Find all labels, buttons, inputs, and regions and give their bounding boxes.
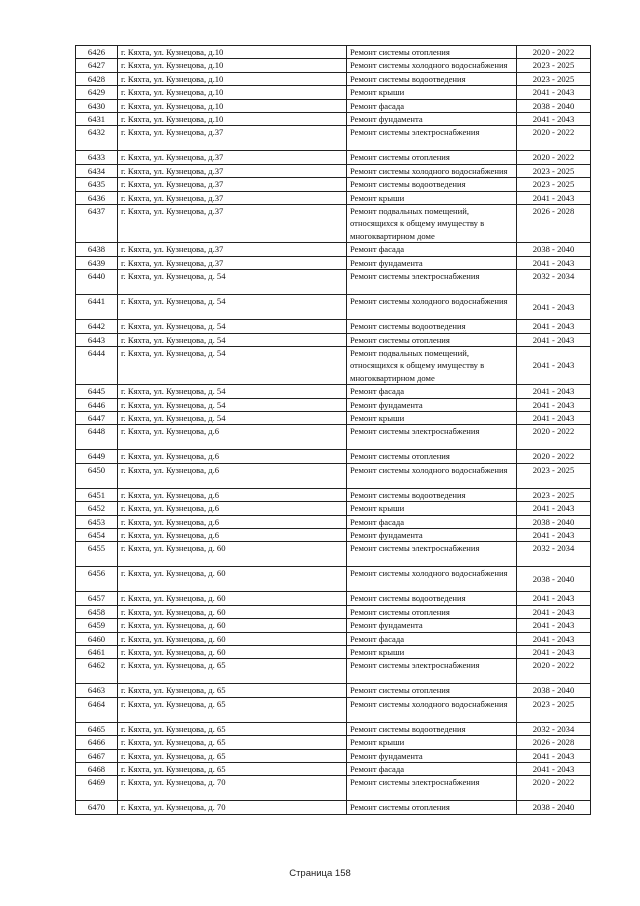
cell-address: г. Кяхта, ул. Кузнецова, д.10 — [118, 46, 347, 59]
cell-work-type: Ремонт системы отопления — [347, 46, 517, 59]
table-row — [76, 722, 591, 735]
cell-period: 2041 - 2043 — [517, 632, 591, 645]
table-row — [76, 502, 591, 515]
cell-work-type: Ремонт системы холодного водоснабжения — [347, 59, 517, 72]
cell-work-type: Ремонт системы электроснабжения — [347, 126, 517, 151]
cell-number: 6468 — [76, 763, 118, 776]
cell-number: 6447 — [76, 411, 118, 424]
cell-address: г. Кяхта, ул. Кузнецова, д.37 — [118, 178, 347, 191]
table-row — [76, 801, 591, 814]
cell-address: г. Кяхта, ул. Кузнецова, д. 65 — [118, 697, 347, 722]
cell-period: 2041 - 2043 — [517, 113, 591, 126]
cell-address: г. Кяхта, ул. Кузнецова, д. 60 — [118, 542, 347, 567]
cell-address: г. Кяхта, ул. Кузнецова, д.6 — [118, 488, 347, 501]
cell-number: 6467 — [76, 749, 118, 762]
cell-period: 2032 - 2034 — [517, 542, 591, 567]
cell-number: 6435 — [76, 178, 118, 191]
cell-address: г. Кяхта, ул. Кузнецова, д.37 — [118, 126, 347, 151]
table-row — [76, 567, 591, 592]
cell-work-type: Ремонт системы водоотведения — [347, 320, 517, 333]
cell-period: 2038 - 2040 — [517, 99, 591, 112]
cell-number: 6432 — [76, 126, 118, 151]
cell-address: г. Кяхта, ул. Кузнецова, д.6 — [118, 450, 347, 463]
cell-number: 6452 — [76, 502, 118, 515]
cell-period: 2041 - 2043 — [517, 749, 591, 762]
cell-address: г. Кяхта, ул. Кузнецова, д.37 — [118, 164, 347, 177]
cell-work-type: Ремонт системы отопления — [347, 333, 517, 346]
table-row — [76, 763, 591, 776]
cell-period: 2041 - 2043 — [517, 256, 591, 269]
cell-address: г. Кяхта, ул. Кузнецова, д.37 — [118, 151, 347, 164]
cell-period: 2032 - 2034 — [517, 270, 591, 295]
cell-number: 6454 — [76, 528, 118, 541]
table-row — [76, 72, 591, 85]
cell-work-type: Ремонт системы отопления — [347, 684, 517, 697]
cell-period: 2038 - 2040 — [517, 567, 591, 592]
cell-work-type: Ремонт фундамента — [347, 619, 517, 632]
cell-number: 6457 — [76, 592, 118, 605]
cell-address: г. Кяхта, ул. Кузнецова, д.10 — [118, 72, 347, 85]
cell-period: 2038 - 2040 — [517, 515, 591, 528]
table-row — [76, 697, 591, 722]
cell-address: г. Кяхта, ул. Кузнецова, д.37 — [118, 191, 347, 204]
cell-address: г. Кяхта, ул. Кузнецова, д. 65 — [118, 684, 347, 697]
cell-work-type: Ремонт крыши — [347, 86, 517, 99]
cell-period: 2020 - 2022 — [517, 46, 591, 59]
cell-address: г. Кяхта, ул. Кузнецова, д.10 — [118, 99, 347, 112]
cell-period: 2023 - 2025 — [517, 463, 591, 488]
table-row — [76, 528, 591, 541]
cell-period: 2020 - 2022 — [517, 126, 591, 151]
cell-number: 6462 — [76, 659, 118, 684]
cell-work-type: Ремонт фундамента — [347, 113, 517, 126]
cell-address: г. Кяхта, ул. Кузнецова, д.6 — [118, 515, 347, 528]
cell-period: 2020 - 2022 — [517, 425, 591, 450]
cell-period: 2023 - 2025 — [517, 164, 591, 177]
cell-number: 6458 — [76, 605, 118, 618]
cell-number: 6439 — [76, 256, 118, 269]
cell-address: г. Кяхта, ул. Кузнецова, д.37 — [118, 205, 347, 243]
cell-work-type: Ремонт системы электроснабжения — [347, 659, 517, 684]
cell-work-type: Ремонт системы электроснабжения — [347, 542, 517, 567]
cell-number: 6470 — [76, 801, 118, 814]
cell-address: г. Кяхта, ул. Кузнецова, д. 54 — [118, 333, 347, 346]
cell-work-type: Ремонт крыши — [347, 502, 517, 515]
cell-address: г. Кяхта, ул. Кузнецова, д. 54 — [118, 270, 347, 295]
cell-work-type: Ремонт фундамента — [347, 398, 517, 411]
cell-number: 6463 — [76, 684, 118, 697]
cell-work-type: Ремонт системы электроснабжения — [347, 425, 517, 450]
cell-address: г. Кяхта, ул. Кузнецова, д.6 — [118, 425, 347, 450]
table-body — [76, 46, 591, 815]
cell-number: 6431 — [76, 113, 118, 126]
cell-address: г. Кяхта, ул. Кузнецова, д. 54 — [118, 385, 347, 398]
cell-period: 2041 - 2043 — [517, 320, 591, 333]
cell-work-type: Ремонт системы холодного водоснабжения — [347, 567, 517, 592]
cell-work-type: Ремонт системы холодного водоснабжения — [347, 164, 517, 177]
table-row — [76, 346, 591, 384]
cell-work-type: Ремонт фундамента — [347, 256, 517, 269]
cell-work-type: Ремонт системы отопления — [347, 450, 517, 463]
cell-number: 6442 — [76, 320, 118, 333]
cell-number: 6446 — [76, 398, 118, 411]
cell-number: 6449 — [76, 450, 118, 463]
table-row — [76, 605, 591, 618]
table-row — [76, 659, 591, 684]
works-table — [75, 45, 591, 815]
table-row — [76, 736, 591, 749]
cell-number: 6448 — [76, 425, 118, 450]
cell-work-type: Ремонт системы отопления — [347, 801, 517, 814]
cell-address: г. Кяхта, ул. Кузнецова, д. 65 — [118, 763, 347, 776]
cell-number: 6456 — [76, 567, 118, 592]
cell-address: г. Кяхта, ул. Кузнецова, д. 65 — [118, 659, 347, 684]
table-row — [76, 126, 591, 151]
cell-work-type: Ремонт фасада — [347, 385, 517, 398]
cell-number: 6469 — [76, 776, 118, 801]
cell-address: г. Кяхта, ул. Кузнецова, д. 60 — [118, 592, 347, 605]
table-row — [76, 178, 591, 191]
cell-number: 6436 — [76, 191, 118, 204]
table-row — [76, 46, 591, 59]
cell-address: г. Кяхта, ул. Кузнецова, д. 60 — [118, 605, 347, 618]
table-row — [76, 619, 591, 632]
table-row — [76, 463, 591, 488]
cell-address: г. Кяхта, ул. Кузнецова, д. 54 — [118, 411, 347, 424]
table-row — [76, 205, 591, 243]
cell-work-type: Ремонт системы электроснабжения — [347, 776, 517, 801]
cell-period: 2041 - 2043 — [517, 333, 591, 346]
cell-number: 6438 — [76, 243, 118, 256]
cell-address: г. Кяхта, ул. Кузнецова, д.6 — [118, 463, 347, 488]
cell-period: 2041 - 2043 — [517, 398, 591, 411]
table-row — [76, 243, 591, 256]
cell-period: 2023 - 2025 — [517, 178, 591, 191]
table-row — [76, 151, 591, 164]
cell-number: 6440 — [76, 270, 118, 295]
table-row — [76, 113, 591, 126]
cell-period: 2041 - 2043 — [517, 411, 591, 424]
cell-number: 6444 — [76, 346, 118, 384]
cell-period: 2041 - 2043 — [517, 86, 591, 99]
cell-work-type: Ремонт крыши — [347, 646, 517, 659]
cell-period: 2041 - 2043 — [517, 763, 591, 776]
cell-work-type: Ремонт системы электроснабжения — [347, 270, 517, 295]
cell-number: 6450 — [76, 463, 118, 488]
cell-period: 2041 - 2043 — [517, 528, 591, 541]
cell-work-type: Ремонт фасада — [347, 763, 517, 776]
cell-number: 6434 — [76, 164, 118, 177]
cell-address: г. Кяхта, ул. Кузнецова, д.6 — [118, 528, 347, 541]
cell-work-type: Ремонт фундамента — [347, 528, 517, 541]
table-row — [76, 295, 591, 320]
cell-number: 6426 — [76, 46, 118, 59]
cell-period: 2026 - 2028 — [517, 205, 591, 243]
cell-period: 2020 - 2022 — [517, 151, 591, 164]
cell-address: г. Кяхта, ул. Кузнецова, д.10 — [118, 113, 347, 126]
table-row — [76, 646, 591, 659]
page-number: Страница 158 — [289, 868, 351, 879]
cell-address: г. Кяхта, ул. Кузнецова, д.37 — [118, 256, 347, 269]
cell-work-type: Ремонт системы отопления — [347, 605, 517, 618]
cell-number: 6445 — [76, 385, 118, 398]
cell-work-type: Ремонт системы водоотведения — [347, 592, 517, 605]
cell-address: г. Кяхта, ул. Кузнецова, д. 54 — [118, 398, 347, 411]
cell-number: 6466 — [76, 736, 118, 749]
table-row — [76, 191, 591, 204]
cell-number: 6428 — [76, 72, 118, 85]
cell-address: г. Кяхта, ул. Кузнецова, д. 54 — [118, 295, 347, 320]
cell-work-type: Ремонт системы холодного водоснабжения — [347, 463, 517, 488]
cell-address: г. Кяхта, ул. Кузнецова, д. 54 — [118, 346, 347, 384]
cell-number: 6451 — [76, 488, 118, 501]
cell-work-type: Ремонт крыши — [347, 191, 517, 204]
cell-period: 2020 - 2022 — [517, 450, 591, 463]
cell-address: г. Кяхта, ул. Кузнецова, д. 60 — [118, 632, 347, 645]
cell-number: 6464 — [76, 697, 118, 722]
table-row — [76, 515, 591, 528]
cell-work-type: Ремонт фасада — [347, 632, 517, 645]
cell-address: г. Кяхта, ул. Кузнецова, д. 60 — [118, 646, 347, 659]
cell-work-type: Ремонт системы отопления — [347, 151, 517, 164]
cell-work-type: Ремонт системы водоотведения — [347, 488, 517, 501]
cell-work-type: Ремонт системы водоотведения — [347, 178, 517, 191]
cell-number: 6459 — [76, 619, 118, 632]
cell-work-type: Ремонт системы холодного водоснабжения — [347, 697, 517, 722]
cell-period: 2041 - 2043 — [517, 502, 591, 515]
cell-period: 2023 - 2025 — [517, 697, 591, 722]
table-row — [76, 450, 591, 463]
cell-work-type: Ремонт системы водоотведения — [347, 72, 517, 85]
cell-work-type: Ремонт крыши — [347, 736, 517, 749]
cell-number: 6437 — [76, 205, 118, 243]
cell-work-type: Ремонт системы водоотведения — [347, 722, 517, 735]
cell-address: г. Кяхта, ул. Кузнецова, д. 65 — [118, 722, 347, 735]
cell-address: г. Кяхта, ул. Кузнецова, д. 54 — [118, 320, 347, 333]
cell-period: 2023 - 2025 — [517, 488, 591, 501]
cell-work-type: Ремонт системы холодного водоснабжения — [347, 295, 517, 320]
cell-work-type: Ремонт фасада — [347, 243, 517, 256]
table-row — [76, 398, 591, 411]
cell-period: 2041 - 2043 — [517, 592, 591, 605]
cell-period: 2032 - 2034 — [517, 722, 591, 735]
cell-period: 2038 - 2040 — [517, 684, 591, 697]
cell-address: г. Кяхта, ул. Кузнецова, д.10 — [118, 59, 347, 72]
cell-period: 2023 - 2025 — [517, 72, 591, 85]
table-row — [76, 425, 591, 450]
cell-work-type: Ремонт фасада — [347, 99, 517, 112]
table-row — [76, 542, 591, 567]
cell-period: 2041 - 2043 — [517, 385, 591, 398]
cell-address: г. Кяхта, ул. Кузнецова, д. 70 — [118, 776, 347, 801]
cell-work-type: Ремонт фасада — [347, 515, 517, 528]
cell-address: г. Кяхта, ул. Кузнецова, д. 60 — [118, 567, 347, 592]
cell-address: г. Кяхта, ул. Кузнецова, д. 65 — [118, 749, 347, 762]
cell-address: г. Кяхта, ул. Кузнецова, д. 60 — [118, 619, 347, 632]
cell-number: 6429 — [76, 86, 118, 99]
table-row — [76, 270, 591, 295]
cell-period: 2038 - 2040 — [517, 243, 591, 256]
cell-period: 2041 - 2043 — [517, 346, 591, 384]
cell-work-type: Ремонт подвальных помещений, относящихся к общему имуществу в многоквартирном доме — [347, 205, 517, 243]
cell-number: 6441 — [76, 295, 118, 320]
cell-number: 6460 — [76, 632, 118, 645]
table-row — [76, 99, 591, 112]
cell-address: г. Кяхта, ул. Кузнецова, д.10 — [118, 86, 347, 99]
cell-number: 6453 — [76, 515, 118, 528]
table-row — [76, 488, 591, 501]
cell-number: 6465 — [76, 722, 118, 735]
cell-number: 6430 — [76, 99, 118, 112]
cell-period: 2041 - 2043 — [517, 646, 591, 659]
cell-number: 6427 — [76, 59, 118, 72]
table-row — [76, 164, 591, 177]
cell-number: 6443 — [76, 333, 118, 346]
cell-period: 2041 - 2043 — [517, 619, 591, 632]
cell-work-type: Ремонт фундамента — [347, 749, 517, 762]
cell-number: 6455 — [76, 542, 118, 567]
cell-work-type: Ремонт крыши — [347, 411, 517, 424]
table-row — [76, 749, 591, 762]
table-row — [76, 684, 591, 697]
cell-period: 2041 - 2043 — [517, 605, 591, 618]
table-row — [76, 320, 591, 333]
cell-period: 2020 - 2022 — [517, 776, 591, 801]
cell-address: г. Кяхта, ул. Кузнецова, д. 70 — [118, 801, 347, 814]
cell-period: 2041 - 2043 — [517, 191, 591, 204]
cell-work-type: Ремонт подвальных помещений, относящихся к общему имуществу в многоквартирном доме — [347, 346, 517, 384]
cell-period: 2041 - 2043 — [517, 295, 591, 320]
cell-address: г. Кяхта, ул. Кузнецова, д. 65 — [118, 736, 347, 749]
cell-address: г. Кяхта, ул. Кузнецова, д.6 — [118, 502, 347, 515]
cell-period: 2026 - 2028 — [517, 736, 591, 749]
table-row — [76, 256, 591, 269]
table-row — [76, 776, 591, 801]
table-row — [76, 411, 591, 424]
table-row — [76, 385, 591, 398]
cell-number: 6461 — [76, 646, 118, 659]
table-row — [76, 333, 591, 346]
cell-address: г. Кяхта, ул. Кузнецова, д.37 — [118, 243, 347, 256]
table-row — [76, 59, 591, 72]
cell-period: 2023 - 2025 — [517, 59, 591, 72]
table-row — [76, 86, 591, 99]
cell-period: 2020 - 2022 — [517, 659, 591, 684]
cell-number: 6433 — [76, 151, 118, 164]
table-row — [76, 632, 591, 645]
cell-period: 2038 - 2040 — [517, 801, 591, 814]
table-row — [76, 592, 591, 605]
